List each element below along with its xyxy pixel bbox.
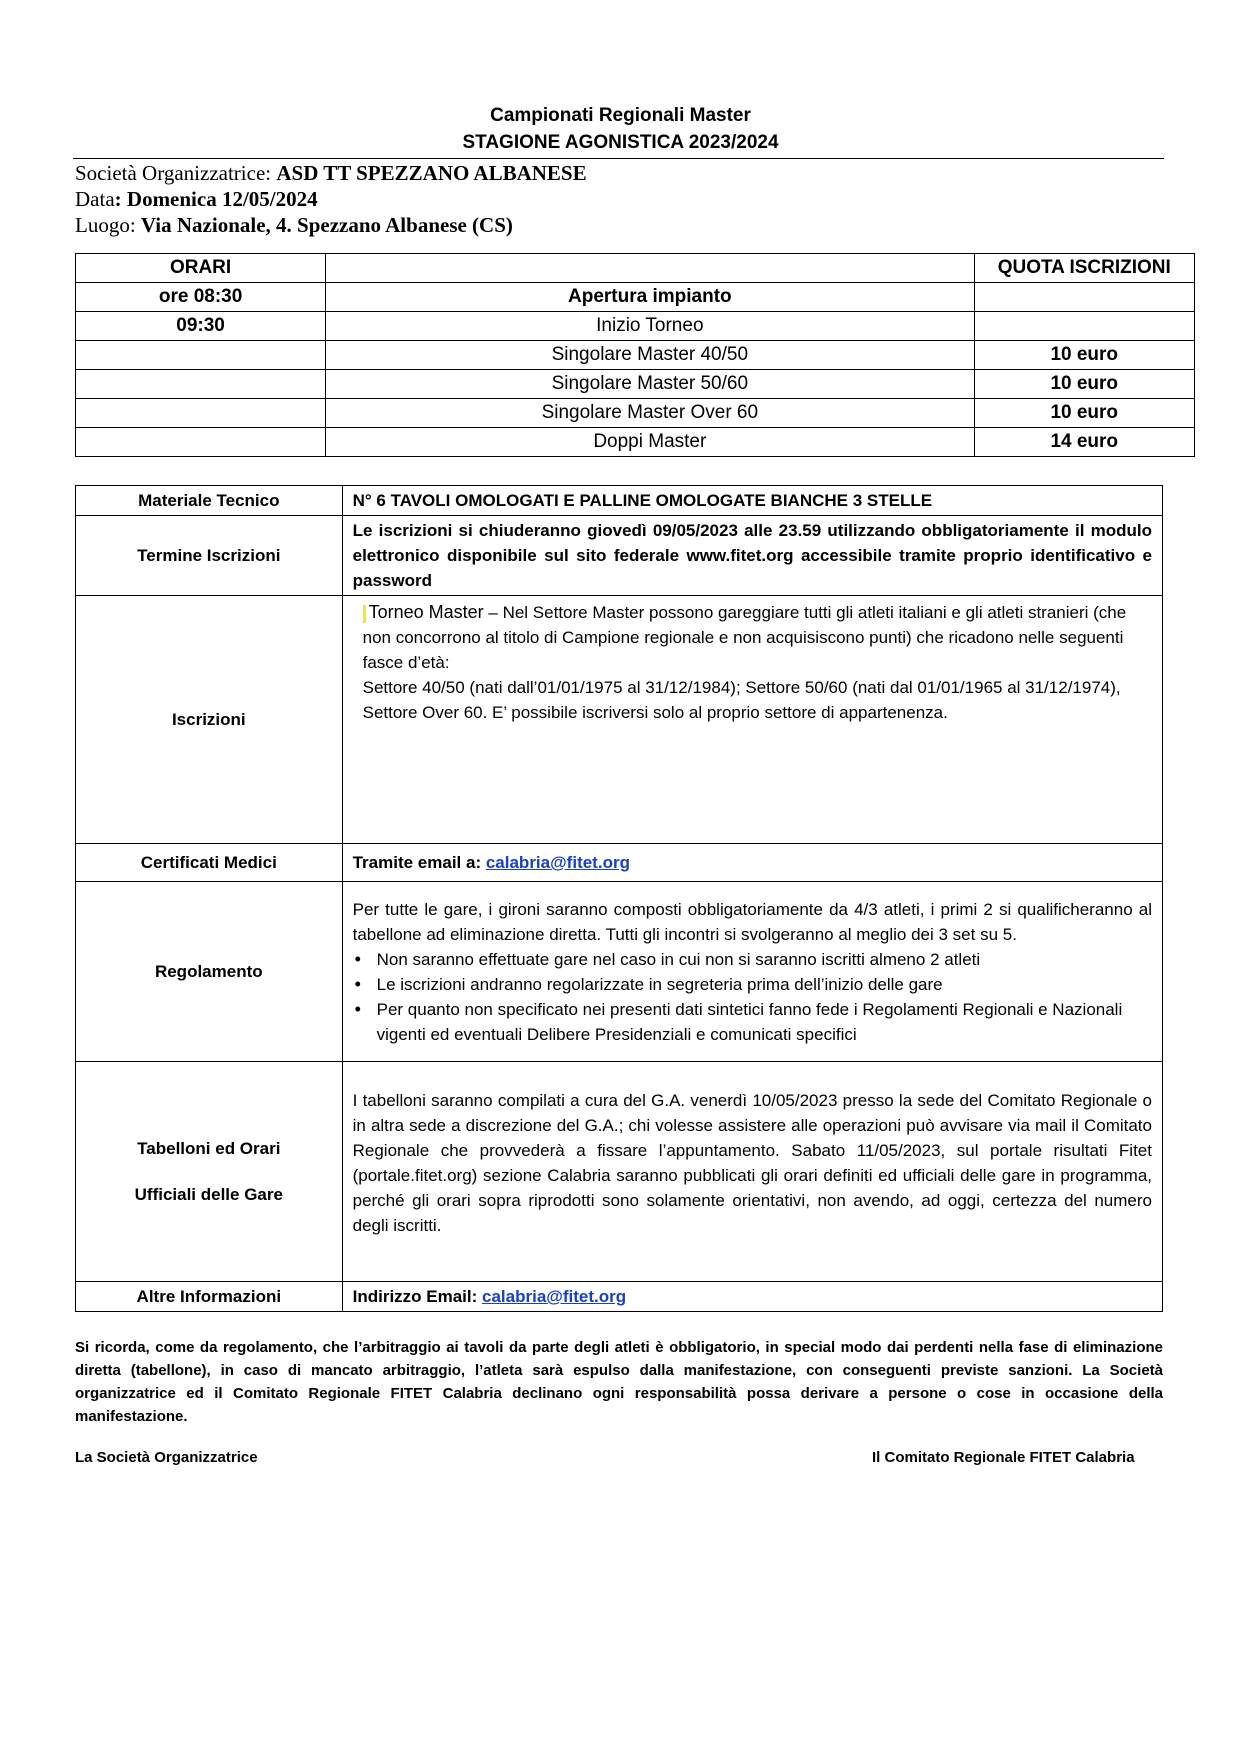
schedule-fee: 10 euro: [974, 370, 1195, 399]
materiale-row: [76, 486, 1163, 516]
schedule-event: Singolare Master Over 60: [326, 399, 974, 428]
materiale-label: Materiale Tecnico: [76, 486, 343, 516]
organizer-label: Società Organizzatrice:: [75, 161, 277, 185]
regolamento-bullet: • Le iscrizioni andranno regolarizzate in segreteria prima dell’inizio delle gare: [377, 972, 1152, 997]
schedule-time: ore 08:30: [76, 283, 326, 312]
highlight-marker: [363, 605, 366, 623]
schedule-event: Singolare Master 40/50: [326, 341, 974, 370]
date-line: [75, 187, 318, 212]
tabelloni-label-line2: Ufficiali delle Gare: [134, 1184, 283, 1204]
event-header: [326, 254, 974, 283]
regolamento-row: [76, 882, 1163, 1062]
schedule-table: [75, 253, 1195, 457]
schedule-event: Doppi Master: [326, 428, 974, 457]
schedule-fee: 10 euro: [974, 399, 1195, 428]
certificati-prefix: Tramite email a:: [352, 853, 486, 872]
certificati-value: [342, 844, 1162, 882]
schedule-time: [76, 428, 326, 457]
organizer-value: ASD TT SPEZZANO ALBANESE: [276, 161, 587, 185]
schedule-fee: 10 euro: [974, 341, 1195, 370]
schedule-time: [76, 399, 326, 428]
regolamento-list: [353, 947, 1152, 1047]
regolamento-value: [342, 882, 1162, 1062]
tabelloni-label-line1: Tabelloni ed Orari: [137, 1138, 281, 1158]
schedule-time: [76, 370, 326, 399]
details-table: [75, 485, 1163, 1312]
regolamento-bullet: • Non saranno effettuate gare nel caso in cui non si saranno iscritti almeno 2 atleti: [377, 947, 1152, 972]
schedule-header-row: [76, 254, 1195, 283]
schedule-row: [76, 370, 1195, 399]
altre-email-link[interactable]: calabria@fitet.org: [482, 1287, 627, 1306]
altre-label: Altre Informazioni: [76, 1282, 343, 1312]
place-line: [75, 213, 513, 238]
footer-note: Si ricorda, come da regolamento, che l’arbitraggio ai tavoli da parte degli atleti è obbligatorio, in special modo dai perdenti nella fase di eliminazione diretta (tabellone), in caso di mancato arbitraggio, l’atleta sarà espulso dalla manifestazione, con conseguenti previste sanzioni. La Società organizzatrice ed il Comitato Regionale FITET Calabria declinano ogni responsabilità possa derivare a persone o cose in occasione della manifestazione.: [75, 1339, 1163, 1425]
termine-row: [76, 516, 1163, 596]
schedule-row: [76, 312, 1195, 341]
document-title: Campionati Regionali Master: [490, 105, 751, 126]
signature-organizer: La Società Organizzatrice: [75, 1449, 258, 1466]
schedule-row: [76, 399, 1195, 428]
schedule-fee: [974, 283, 1195, 312]
schedule-row: [76, 341, 1195, 370]
date-label: Data: [75, 187, 115, 211]
schedule-time: 09:30: [76, 312, 326, 341]
organizer-line: [75, 161, 587, 186]
tabelloni-row: [76, 1062, 1163, 1282]
place-label: Luogo:: [75, 213, 141, 237]
iscrizioni-label: Iscrizioni: [76, 596, 343, 844]
regolamento-bullet: • Per quanto non specificato nei presenti dati sintetici fanno fede i Regolamenti Regionali e Nazionali vigenti ed eventuali Delibere Presidenziali e comunicati specifici: [377, 997, 1152, 1047]
iscrizioni-row: [76, 596, 1163, 844]
tabelloni-label: [76, 1062, 343, 1282]
certificati-row: [76, 844, 1163, 882]
quota-header: QUOTA ISCRIZIONI: [974, 254, 1195, 283]
materiale-value: N° 6 TAVOLI OMOLOGATI E PALLINE OMOLOGATE BIANCHE 3 STELLE: [342, 486, 1162, 516]
tabelloni-value: I tabelloni saranno compilati a cura del G.A. venerdì 10/05/2023 presso la sede del Comitato Regionale o in altra sede a discrezione del G.A.; chi volesse assistere alle operazioni può avvisare via mail il Comitato Regionale che provvederà a fissare l’appuntamento. Sabato 11/05/2023, sul portale risultati Fitet (portale.fitet.org) sezione Calabria saranno pubblicati gli orari definiti ed ufficiali delle gare in programma, perché gli orari sopra riprodotti sono solamente orientativi, non avendo, ad oggi, certezza del numero degli iscritti.: [342, 1062, 1162, 1282]
termine-value: Le iscrizioni si chiuderanno giovedì 09/05/2023 alle 23.59 utilizzando obbligatoriamente il modulo elettronico disponibile sul sito federale www.fitet.org accessibile tramite proprio identificativo e password: [342, 516, 1162, 596]
schedule-event: Singolare Master 50/60: [326, 370, 974, 399]
torneo-master-title: Torneo Master: [368, 602, 484, 622]
certificati-email-link[interactable]: calabria@fitet.org: [485, 853, 630, 872]
schedule-event: Inizio Torneo: [326, 312, 974, 341]
regolamento-label: Regolamento: [76, 882, 343, 1062]
header-divider: [73, 158, 1164, 159]
altre-prefix: Indirizzo Email:: [352, 1287, 483, 1306]
schedule-event: Apertura impianto: [326, 283, 974, 312]
schedule-fee: 14 euro: [974, 428, 1195, 457]
orari-header: ORARI: [76, 254, 326, 283]
iscrizioni-value: [342, 596, 1162, 844]
date-value: : Domenica 12/05/2024: [114, 187, 318, 211]
certificati-label: Certificati Medici: [76, 844, 343, 882]
altre-value: [342, 1282, 1162, 1312]
signature-committee: Il Comitato Regionale FITET Calabria: [872, 1449, 1135, 1466]
iscrizioni-paragraph: [363, 600, 1152, 675]
iscrizioni-text2: Settore 40/50 (nati dall’01/01/1975 al 31/12/1984); Settore 50/60 (nati dal 01/01/1965 al 31/12/1974), Settore Over 60. E’ possibile iscriversi solo al proprio settore di appartenenza.: [362, 678, 1121, 722]
schedule-time: [76, 341, 326, 370]
schedule-row: [76, 428, 1195, 457]
season-subtitle: STAGIONE AGONISTICA 2023/2024: [462, 132, 779, 153]
regolamento-text: Per tutte le gare, i gironi saranno composti obbligatoriamente da 4/3 atleti, i primi 2 si qualificheranno al tabellone ad eliminazione diretta. Tutti gli incontri si svolgeranno al meglio dei 3 set su 5.: [352, 899, 1152, 944]
schedule-fee: [974, 312, 1195, 341]
iscrizioni-text1: – Nel Settore Master possono gareggiare tutti gli atleti italiani e gli atleti stranieri (che non concorrono al titolo di Campione regionale e non acquisiscono punti) che ricadono nelle seguenti fasce d’età:: [362, 603, 1127, 672]
termine-label: Termine Iscrizioni: [76, 516, 343, 596]
schedule-row: [76, 283, 1195, 312]
altre-row: [76, 1282, 1163, 1312]
place-value: Via Nazionale, 4. Spezzano Albanese (CS): [140, 213, 513, 237]
